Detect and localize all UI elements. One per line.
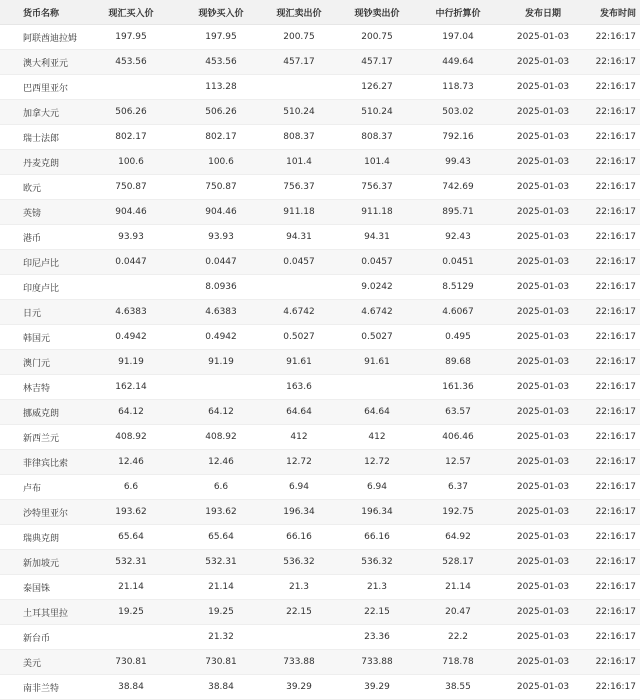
cash-buy-cell: 802.17 [182,125,260,150]
spot-sell-cell: 101.4 [260,150,338,175]
table-row [0,525,640,550]
table-row [0,425,640,450]
boc-rate-cell: 20.47 [416,600,500,625]
boc-rate-cell: 99.43 [416,150,500,175]
cash-buy-cell: 532.31 [182,550,260,575]
cash-buy-cell: 12.46 [182,450,260,475]
publish-time-cell: 22:16:17 [586,475,640,500]
spot-buy-cell: 904.46 [80,200,182,225]
spot-buy-cell: 12.46 [80,450,182,475]
currency-name-cell: 丹麦克朗 [0,150,80,175]
boc-rate-cell: 0.0451 [416,250,500,275]
header-publish-date: 发布日期 [500,0,586,25]
spot-buy-cell: 19.25 [80,600,182,625]
cash-buy-cell: 730.81 [182,650,260,675]
table-row [0,250,640,275]
spot-sell-cell: 12.72 [260,450,338,475]
publish-time-cell: 22:16:17 [586,400,640,425]
spot-sell-cell [260,75,338,100]
spot-sell-cell: 22.15 [260,600,338,625]
spot-sell-cell: 39.29 [260,675,338,700]
publish-date-cell: 2025-01-03 [500,650,586,675]
cash-sell-cell: 412 [338,425,416,450]
header-publish-time: 发布时间 [586,0,640,25]
spot-sell-cell: 911.18 [260,200,338,225]
cash-sell-cell: 457.17 [338,50,416,75]
publish-time-cell: 22:16:17 [586,150,640,175]
spot-sell-cell [260,625,338,650]
spot-buy-cell: 21.14 [80,575,182,600]
currency-name-cell: 加拿大元 [0,100,80,125]
publish-time-cell: 22:16:17 [586,675,640,700]
table-row [0,325,640,350]
publish-date-cell: 2025-01-03 [500,525,586,550]
boc-rate-cell: 12.57 [416,450,500,475]
currency-name-cell: 卢布 [0,475,80,500]
publish-time-cell: 22:16:17 [586,650,640,675]
table-row [0,75,640,100]
currency-name-cell: 沙特里亚尔 [0,500,80,525]
publish-date-cell: 2025-01-03 [500,450,586,475]
publish-time-cell: 22:16:17 [586,525,640,550]
cash-sell-cell: 126.27 [338,75,416,100]
cash-sell-cell: 91.61 [338,350,416,375]
spot-buy-cell: 6.6 [80,475,182,500]
spot-sell-cell: 66.16 [260,525,338,550]
spot-buy-cell: 38.84 [80,675,182,700]
cash-sell-cell: 39.29 [338,675,416,700]
spot-sell-cell: 510.24 [260,100,338,125]
cash-sell-cell: 23.36 [338,625,416,650]
boc-rate-cell: 197.04 [416,25,500,50]
currency-name-cell: 土耳其里拉 [0,600,80,625]
spot-buy-cell: 197.95 [80,25,182,50]
table-row [0,100,640,125]
cash-sell-cell: 0.5027 [338,325,416,350]
currency-name-cell: 澳大利亚元 [0,50,80,75]
publish-time-cell: 22:16:17 [586,100,640,125]
publish-time-cell: 22:16:17 [586,125,640,150]
spot-sell-cell: 0.5027 [260,325,338,350]
cash-buy-cell: 65.64 [182,525,260,550]
table-row [0,600,640,625]
table-row [0,175,640,200]
spot-sell-cell: 536.32 [260,550,338,575]
table-row [0,300,640,325]
spot-sell-cell: 91.61 [260,350,338,375]
publish-date-cell: 2025-01-03 [500,400,586,425]
table-row [0,450,640,475]
cash-buy-cell: 506.26 [182,100,260,125]
publish-time-cell: 22:16:17 [586,425,640,450]
spot-buy-cell: 93.93 [80,225,182,250]
table-row [0,675,640,700]
cash-sell-cell: 200.75 [338,25,416,50]
spot-sell-cell: 457.17 [260,50,338,75]
boc-rate-cell: 63.57 [416,400,500,425]
boc-rate-cell: 118.73 [416,75,500,100]
currency-name-cell: 瑞典克朗 [0,525,80,550]
currency-name-cell: 新加坡元 [0,550,80,575]
publish-time-cell: 22:16:17 [586,325,640,350]
currency-name-cell: 美元 [0,650,80,675]
cash-sell-cell: 808.37 [338,125,416,150]
publish-date-cell: 2025-01-03 [500,175,586,200]
table-header-row [0,0,640,25]
spot-sell-cell: 94.31 [260,225,338,250]
publish-time-cell: 22:16:17 [586,225,640,250]
spot-sell-cell: 64.64 [260,400,338,425]
cash-sell-cell: 22.15 [338,600,416,625]
header-spot-sell: 现汇卖出价 [260,0,338,25]
cash-buy-cell: 21.14 [182,575,260,600]
publish-time-cell: 22:16:17 [586,275,640,300]
publish-date-cell: 2025-01-03 [500,625,586,650]
spot-sell-cell: 412 [260,425,338,450]
publish-time-cell: 22:16:17 [586,625,640,650]
cash-buy-cell: 8.0936 [182,275,260,300]
spot-buy-cell: 0.0447 [80,250,182,275]
spot-buy-cell: 162.14 [80,375,182,400]
cash-sell-cell: 9.0242 [338,275,416,300]
spot-sell-cell: 200.75 [260,25,338,50]
spot-sell-cell: 808.37 [260,125,338,150]
cash-buy-cell: 0.0447 [182,250,260,275]
cash-buy-cell: 904.46 [182,200,260,225]
spot-buy-cell: 730.81 [80,650,182,675]
spot-buy-cell: 100.6 [80,150,182,175]
currency-name-cell: 澳门元 [0,350,80,375]
cash-buy-cell: 91.19 [182,350,260,375]
cash-sell-cell: 911.18 [338,200,416,225]
boc-rate-cell: 718.78 [416,650,500,675]
publish-date-cell: 2025-01-03 [500,475,586,500]
publish-time-cell: 22:16:17 [586,200,640,225]
spot-buy-cell: 453.56 [80,50,182,75]
table-row [0,550,640,575]
table-row [0,650,640,675]
publish-date-cell: 2025-01-03 [500,375,586,400]
currency-name-cell: 巴西里亚尔 [0,75,80,100]
cash-sell-cell: 4.6742 [338,300,416,325]
header-currency-name: 货币名称 [0,0,80,25]
publish-date-cell: 2025-01-03 [500,100,586,125]
cash-buy-cell: 453.56 [182,50,260,75]
spot-sell-cell: 6.94 [260,475,338,500]
cash-buy-cell: 193.62 [182,500,260,525]
spot-buy-cell: 408.92 [80,425,182,450]
spot-sell-cell: 756.37 [260,175,338,200]
publish-time-cell: 22:16:17 [586,300,640,325]
spot-buy-cell: 91.19 [80,350,182,375]
spot-buy-cell: 64.12 [80,400,182,425]
boc-rate-cell: 161.36 [416,375,500,400]
currency-name-cell: 新西兰元 [0,425,80,450]
boc-rate-cell: 21.14 [416,575,500,600]
boc-rate-cell: 92.43 [416,225,500,250]
table-row [0,25,640,50]
table-row [0,350,640,375]
table-row [0,400,640,425]
publish-date-cell: 2025-01-03 [500,150,586,175]
cash-buy-cell: 197.95 [182,25,260,50]
cash-sell-cell: 536.32 [338,550,416,575]
cash-sell-cell: 64.64 [338,400,416,425]
cash-sell-cell: 21.3 [338,575,416,600]
table-row [0,275,640,300]
spot-buy-cell: 65.64 [80,525,182,550]
table-body [0,25,640,700]
publish-date-cell: 2025-01-03 [500,275,586,300]
table-row [0,375,640,400]
currency-name-cell: 挪威克朗 [0,400,80,425]
table-row [0,475,640,500]
spot-buy-cell: 4.6383 [80,300,182,325]
publish-date-cell: 2025-01-03 [500,425,586,450]
publish-time-cell: 22:16:17 [586,375,640,400]
publish-date-cell: 2025-01-03 [500,125,586,150]
cash-sell-cell: 6.94 [338,475,416,500]
boc-rate-cell: 4.6067 [416,300,500,325]
spot-buy-cell: 506.26 [80,100,182,125]
spot-buy-cell: 750.87 [80,175,182,200]
publish-date-cell: 2025-01-03 [500,200,586,225]
spot-buy-cell [80,625,182,650]
publish-date-cell: 2025-01-03 [500,500,586,525]
spot-sell-cell [260,275,338,300]
table-row [0,150,640,175]
spot-buy-cell [80,275,182,300]
currency-name-cell: 港币 [0,225,80,250]
cash-sell-cell [338,375,416,400]
cash-sell-cell: 101.4 [338,150,416,175]
publish-date-cell: 2025-01-03 [500,300,586,325]
cash-buy-cell [182,375,260,400]
currency-name-cell: 印度卢比 [0,275,80,300]
boc-rate-cell: 449.64 [416,50,500,75]
boc-rate-cell: 742.69 [416,175,500,200]
publish-time-cell: 22:16:17 [586,175,640,200]
boc-rate-cell: 38.55 [416,675,500,700]
cash-sell-cell: 196.34 [338,500,416,525]
cash-buy-cell: 0.4942 [182,325,260,350]
currency-name-cell: 英镑 [0,200,80,225]
spot-buy-cell: 532.31 [80,550,182,575]
publish-date-cell: 2025-01-03 [500,50,586,75]
header-cash-buy: 现钞买入价 [182,0,260,25]
currency-name-cell: 日元 [0,300,80,325]
publish-time-cell: 22:16:17 [586,550,640,575]
boc-rate-cell: 406.46 [416,425,500,450]
cash-sell-cell: 66.16 [338,525,416,550]
boc-rate-cell: 89.68 [416,350,500,375]
publish-date-cell: 2025-01-03 [500,225,586,250]
spot-buy-cell [80,75,182,100]
currency-name-cell: 林吉特 [0,375,80,400]
currency-name-cell: 瑞士法郎 [0,125,80,150]
publish-time-cell: 22:16:17 [586,250,640,275]
boc-rate-cell: 792.16 [416,125,500,150]
table-row [0,500,640,525]
publish-date-cell: 2025-01-03 [500,600,586,625]
spot-sell-cell: 0.0457 [260,250,338,275]
header-cash-sell: 现钞卖出价 [338,0,416,25]
currency-name-cell: 新台币 [0,625,80,650]
cash-sell-cell: 510.24 [338,100,416,125]
spot-sell-cell: 733.88 [260,650,338,675]
currency-name-cell: 阿联酋迪拉姆 [0,25,80,50]
boc-rate-cell: 192.75 [416,500,500,525]
currency-name-cell: 欧元 [0,175,80,200]
boc-rate-cell: 22.2 [416,625,500,650]
publish-time-cell: 22:16:17 [586,575,640,600]
publish-date-cell: 2025-01-03 [500,350,586,375]
table-row [0,225,640,250]
boc-rate-cell: 8.5129 [416,275,500,300]
table-row [0,575,640,600]
publish-time-cell: 22:16:17 [586,450,640,475]
spot-buy-cell: 0.4942 [80,325,182,350]
cash-buy-cell: 21.32 [182,625,260,650]
currency-name-cell: 印尼卢比 [0,250,80,275]
publish-time-cell: 22:16:17 [586,25,640,50]
currency-name-cell: 韩国元 [0,325,80,350]
publish-time-cell: 22:16:17 [586,500,640,525]
publish-date-cell: 2025-01-03 [500,675,586,700]
header-boc-rate: 中行折算价 [416,0,500,25]
publish-date-cell: 2025-01-03 [500,575,586,600]
currency-name-cell: 菲律宾比索 [0,450,80,475]
spot-sell-cell: 4.6742 [260,300,338,325]
publish-time-cell: 22:16:17 [586,75,640,100]
cash-sell-cell: 0.0457 [338,250,416,275]
publish-time-cell: 22:16:17 [586,350,640,375]
table-row [0,625,640,650]
spot-sell-cell: 163.6 [260,375,338,400]
cash-sell-cell: 94.31 [338,225,416,250]
boc-rate-cell: 895.71 [416,200,500,225]
currency-name-cell: 南非兰特 [0,675,80,700]
cash-buy-cell: 38.84 [182,675,260,700]
cash-buy-cell: 64.12 [182,400,260,425]
cash-buy-cell: 408.92 [182,425,260,450]
boc-rate-cell: 64.92 [416,525,500,550]
publish-date-cell: 2025-01-03 [500,25,586,50]
publish-date-cell: 2025-01-03 [500,550,586,575]
cash-sell-cell: 12.72 [338,450,416,475]
boc-rate-cell: 528.17 [416,550,500,575]
boc-rate-cell: 503.02 [416,100,500,125]
publish-date-cell: 2025-01-03 [500,75,586,100]
spot-sell-cell: 21.3 [260,575,338,600]
spot-buy-cell: 193.62 [80,500,182,525]
currency-name-cell: 泰国铢 [0,575,80,600]
table-row [0,125,640,150]
cash-buy-cell: 100.6 [182,150,260,175]
cash-sell-cell: 733.88 [338,650,416,675]
table-row [0,50,640,75]
publish-date-cell: 2025-01-03 [500,250,586,275]
cash-buy-cell: 750.87 [182,175,260,200]
publish-date-cell: 2025-01-03 [500,325,586,350]
publish-time-cell: 22:16:17 [586,600,640,625]
spot-sell-cell: 196.34 [260,500,338,525]
publish-time-cell: 22:16:17 [586,50,640,75]
cash-sell-cell: 756.37 [338,175,416,200]
header-spot-buy: 现汇买入价 [80,0,182,25]
boc-rate-cell: 0.495 [416,325,500,350]
cash-buy-cell: 19.25 [182,600,260,625]
cash-buy-cell: 6.6 [182,475,260,500]
boc-rate-cell: 6.37 [416,475,500,500]
cash-buy-cell: 93.93 [182,225,260,250]
cash-buy-cell: 113.28 [182,75,260,100]
spot-buy-cell: 802.17 [80,125,182,150]
table-row [0,200,640,225]
cash-buy-cell: 4.6383 [182,300,260,325]
